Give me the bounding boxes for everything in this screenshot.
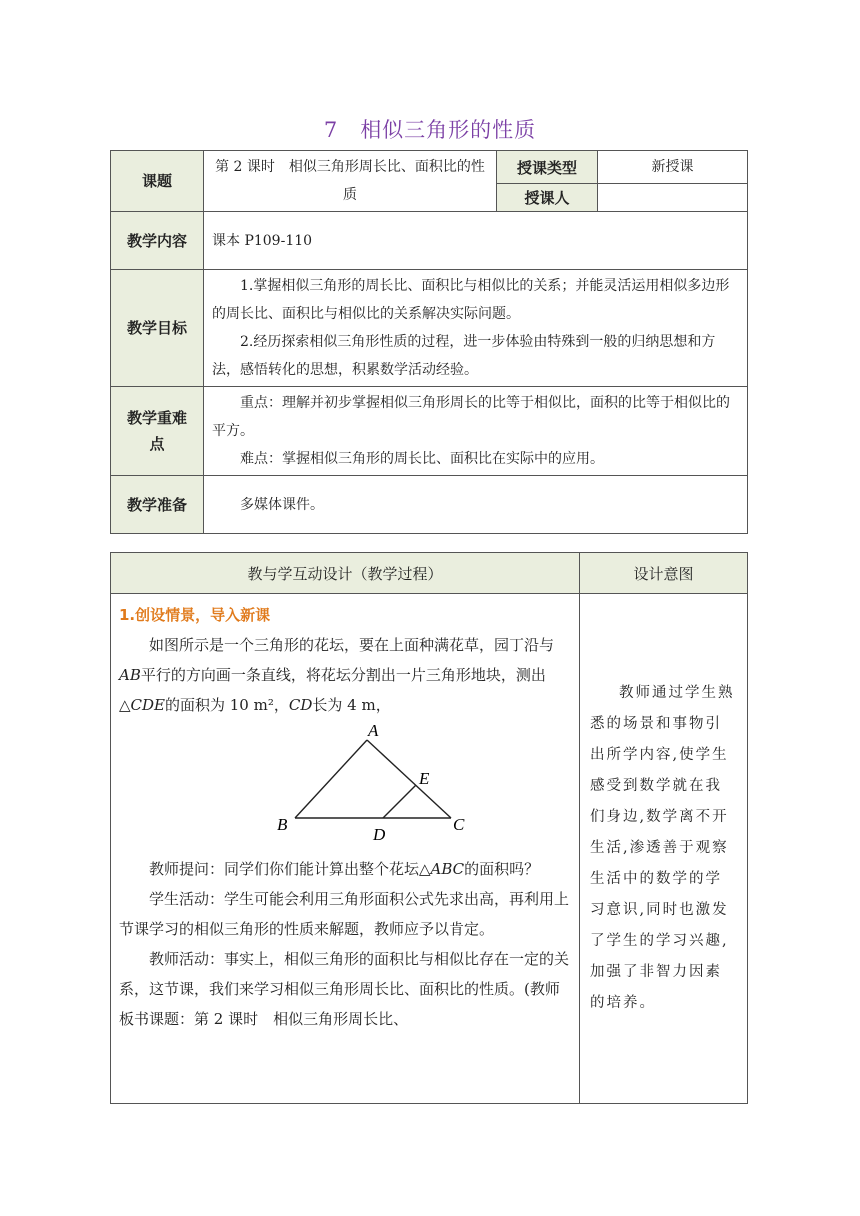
goals-cell bbox=[204, 270, 748, 387]
teacher-activity: 教师活动：事实上，相似三角形的面积比与相似比存在一定的关系，这节课，我们来学习相似三角形周长比、面积比的性质。(教师板书课题：第 2 课时 相似三角形周长比、 bbox=[119, 950, 570, 1028]
prep-label: 教学准备 bbox=[111, 476, 204, 534]
teacher-question: 教师提问：同学们你们能计算出整个花坛△ABC的面积吗？ bbox=[149, 860, 540, 878]
label-e: E bbox=[419, 769, 430, 788]
teacher-label: 授课人 bbox=[497, 184, 598, 212]
segment-de bbox=[383, 785, 416, 818]
process-header: 教与学互动设计（教学过程） bbox=[111, 553, 580, 594]
title-text: 相似三角形的性质 bbox=[360, 118, 537, 142]
student-activity: 学生活动：学生可能会利用三角形面积公式先求出高，再利用上节课学习的相似三角形的性质来解题，教师应予以肯定。 bbox=[119, 890, 570, 938]
content-value: 课本 P109-110 bbox=[204, 212, 748, 270]
design-intent: 教师通过学生熟悉的场景和事物引出所学内容,使学生感受到数学就在我们身边,数学离不开生活,渗透善于观察生活中的数学的学习意识,同时也激发了学生的学习兴趣,加强了非智力因素的培养。 bbox=[580, 594, 748, 1104]
label-c: C bbox=[453, 815, 465, 834]
title-number: 7 bbox=[323, 118, 339, 142]
teacher-value bbox=[598, 184, 748, 212]
goal-1: 1.掌握相似三角形的周长比、面积比与相似比的关系；并能灵活运用相似多边形的周长比、面积比与相似比的关系解决实际问题。 bbox=[212, 278, 730, 322]
triangle-figure bbox=[269, 724, 469, 848]
topic-value: 第 2 课时 相似三角形周长比、面积比的性质 bbox=[204, 151, 497, 212]
label-a: A bbox=[368, 724, 379, 740]
intro-paragraph: 如图所示是一个三角形的花坛，要在上面种满花草，园丁沿与AB平行的方向画一条直线，将花坛分割出一片三角形地块，测出△CDE的面积为 10 m²，CD长为 4 m， bbox=[119, 636, 555, 714]
goal-2: 2.经历探索相似三角形性质的过程，进一步体验由特殊到一般的归纳思想和方法，感悟转化的思想，积累数学活动经验。 bbox=[212, 334, 716, 378]
goals-label: 教学目标 bbox=[111, 270, 204, 387]
key-point: 重点：理解并初步掌握相似三角形周长的比等于相似比，面积的比等于相似比的平方。 bbox=[212, 395, 730, 439]
side-ac bbox=[367, 740, 451, 818]
label-b: B bbox=[277, 815, 288, 834]
process-table bbox=[110, 552, 748, 1104]
topic-label: 课题 bbox=[111, 151, 204, 212]
side-ab bbox=[295, 740, 367, 818]
page-title bbox=[0, 114, 860, 144]
intent-header: 设计意图 bbox=[580, 553, 748, 594]
content-label: 教学内容 bbox=[111, 212, 204, 270]
key-label: 教学重难点 bbox=[111, 387, 204, 476]
type-value: 新授课 bbox=[598, 151, 748, 184]
prep-value: 多媒体课件。 bbox=[204, 476, 748, 534]
section-heading: 1.创设情景，导入新课 bbox=[119, 606, 271, 624]
lesson-info-table bbox=[110, 150, 748, 534]
process-content bbox=[111, 594, 580, 1104]
label-d: D bbox=[373, 825, 386, 844]
type-label: 授课类型 bbox=[497, 151, 598, 184]
difficult-point: 难点：掌握相似三角形的周长比、面积比在实际中的应用。 bbox=[240, 451, 604, 467]
key-cell bbox=[204, 387, 748, 476]
